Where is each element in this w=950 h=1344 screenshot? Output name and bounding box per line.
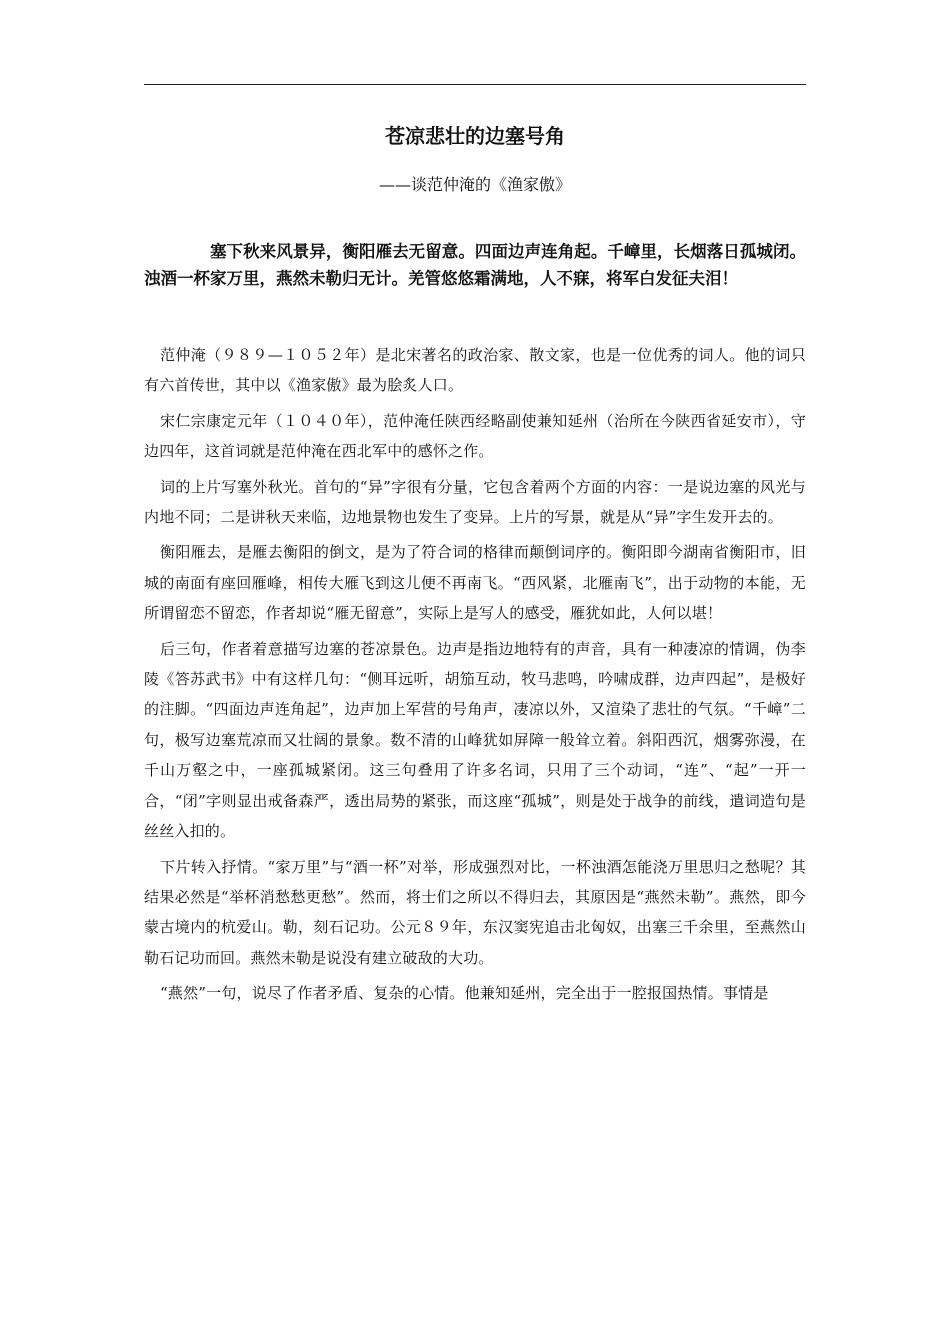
header-rule [144, 84, 806, 85]
paragraph: 词的上片写塞外秋光。首句的“异”字很有分量，它包含着两个方面的内容：一是说边塞的风光与内地不同；二是讲秋天来临，边地景物也发生了变异。上片的写景，就是从“异”字生发开去的。 [144, 477, 806, 527]
article-subtitle: ——谈范仲淹的《渔家傲》 [378, 175, 571, 194]
paragraph: 后三句，作者着意描写边塞的苍凉景色。边声是指边地特有的声音，具有一种凄凉的情调，伪李陵《答苏武书》中有这样几句：“侧耳远听，胡笳互动，牧马悲鸣，吟啸成群，边声四起”，是极好的注脚。“四面边声连角起”，边声加上军营的号角声，凄凉以外，又渲染了悲壮的气氛。“千嶂”二句，极写边塞荒凉而又壮阔的景象。数不清的山峰犹如屏障一般耸立着。斜阳西沉，烟雾弥漫，在千山万壑之中，一座孤城紧闭。这三句叠用了许多名词，只用了三个动词，“连”、“起”一开一合，“闭”字则显出戒备森严，透出局势的紧张，而这座“孤城”，则是处于战争的前线，遣词造句是丝丝入扣的。 [144, 639, 806, 841]
paragraph: 范仲淹（９８９—１０５２年）是北宋著名的政治家、散文家，也是一位优秀的词人。他的词只有六首传世，其中以《渔家傲》最为脍炙人口。 [144, 346, 806, 395]
article-body [144, 340, 806, 1014]
article-title: 苍凉悲壮的边塞号角 [385, 124, 565, 148]
paragraph: “燕然”一句，说尽了作者矛盾、复杂的心情。他兼知延州，完全出于一腔报国热情。事情是 [160, 984, 769, 1003]
paragraph: 下片转入抒情。“家万里”与“酒一杯”对举，形成强烈对比，一杯浊酒怎能浇万里思归之愁呢？其结果必然是“举杯消愁愁更愁”。然而，将士们之所以不得归去，其原因是“燕然未勒”。燕然，即今蒙古境内的杭爱山。勒，刻石记功。公元８９年，东汉窦宪追击北匈奴，出塞三千余里，至燕然山勒石记功而回。燕然未勒是说没有建立破敌的大功。 [144, 857, 806, 967]
paragraph: 宋仁宗康定元年（１０４０年），范仲淹任陕西经略副使兼知延州（治所在今陕西省延安市），守边四年，这首词就是范仲淹在西北军中的感怀之作。 [144, 411, 806, 461]
paragraph: 衡阳雁去，是雁去衡阳的倒文，是为了符合词的格律而颠倒词序的。衡阳即今湖南省衡阳市，旧城的南面有座回雁峰，相传大雁飞到这儿便不再南飞。“西风紧，北雁南飞”，出于动物的本能，无所谓留恋不留恋，作者却说“雁无留意”，实际上是写人的感受，雁犹如此，人何以堪！ [144, 543, 806, 623]
poem-text: 塞下秋来风景异，衡阳雁去无留意。四面边声连角起。千嶂里，长烟落日孤城闭。 浊酒一杯家万里，燕然未勒归无计。羌管悠悠霜满地，人不寐，将军白发征夫泪！ [144, 242, 806, 288]
